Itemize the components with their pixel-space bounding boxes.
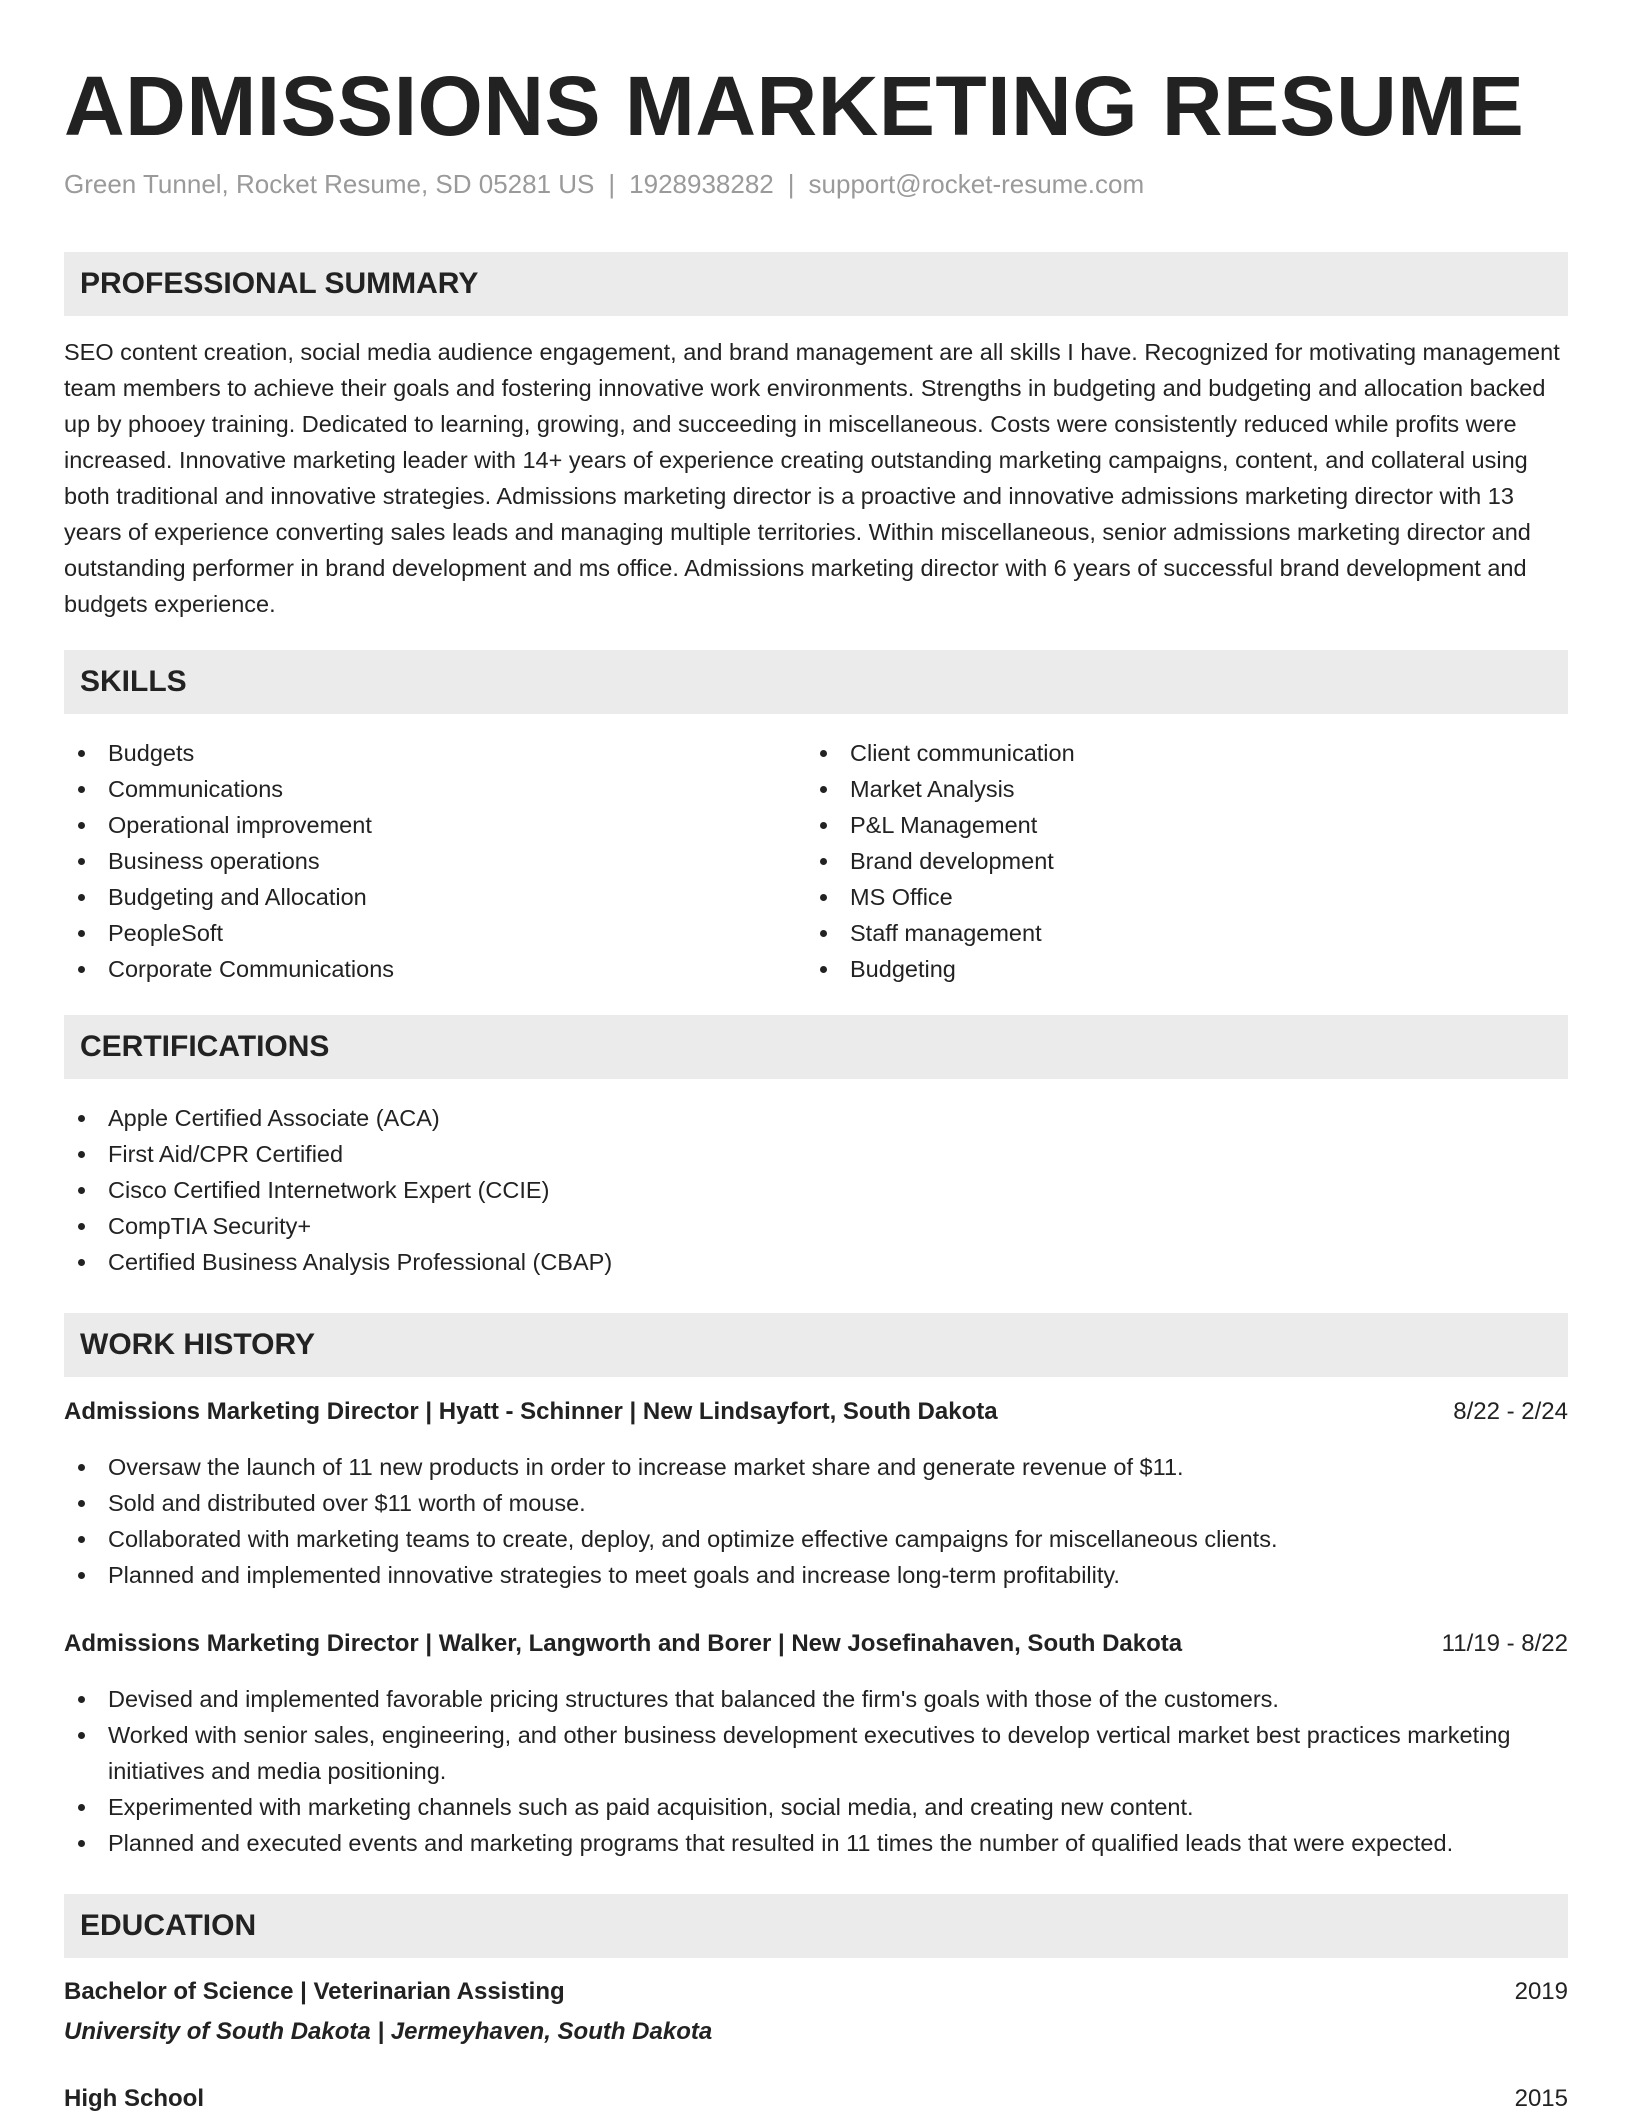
bullet-icon <box>78 1223 85 1230</box>
bullet-icon <box>78 1840 85 1847</box>
contact-address: Green Tunnel, Rocket Resume, SD 05281 US <box>64 169 595 199</box>
skill-item: Corporate Communications <box>64 951 784 987</box>
bullet-icon <box>78 930 85 937</box>
bullet-icon <box>78 894 85 901</box>
job-bullet: Planned and implemented innovative strategies to meet goals and increase long-term profitability. <box>64 1557 1568 1593</box>
skill-item: Market Analysis <box>806 771 1526 807</box>
job-bullet-list <box>64 1449 1568 1593</box>
bullet-icon <box>78 1500 85 1507</box>
bullet-icon <box>820 930 827 937</box>
skill-item: Budgeting and Allocation <box>64 879 784 915</box>
skill-item: Budgeting <box>806 951 1526 987</box>
bullet-icon <box>78 822 85 829</box>
bullet-icon <box>78 1187 85 1194</box>
section-heading-education: EDUCATION <box>64 1894 1568 1958</box>
job-bullet: Oversaw the launch of 11 new products in order to increase market share and generate revenue of $11. <box>64 1449 1568 1485</box>
job-bullet: Collaborated with marketing teams to create, deploy, and optimize effective campaigns for miscellaneous clients. <box>64 1521 1568 1557</box>
skill-item: Budgets <box>64 735 784 771</box>
job-dates: 8/22 - 2/24 <box>1453 1398 1568 1425</box>
bullet-icon <box>78 1732 85 1739</box>
contact-line <box>64 166 1144 202</box>
skill-item: Staff management <box>806 915 1526 951</box>
bullet-icon <box>78 750 85 757</box>
contact-separator: | <box>608 169 616 199</box>
skill-item: Brand development <box>806 843 1526 879</box>
skills-column-left <box>64 735 784 987</box>
job-bullet: Devised and implemented favorable pricing structures that balanced the firm's goals with those of the customers. <box>64 1681 1568 1717</box>
contact-separator: | <box>787 169 795 199</box>
bullet-icon <box>78 966 85 973</box>
skill-item: Client communication <box>806 735 1526 771</box>
job-dates: 11/19 - 8/22 <box>1441 1630 1568 1657</box>
bullet-icon <box>820 966 827 973</box>
section-heading-skills: SKILLS <box>64 650 1568 714</box>
bullet-icon <box>78 1696 85 1703</box>
bullet-icon <box>820 750 827 757</box>
skill-item: P&L Management <box>806 807 1526 843</box>
degree-title: High School <box>64 2085 204 2112</box>
certifications-list <box>64 1100 1568 1280</box>
bullet-icon <box>78 786 85 793</box>
contact-email: support@rocket-resume.com <box>808 169 1145 199</box>
skills-column-right <box>806 735 1526 987</box>
bullet-icon <box>78 1151 85 1158</box>
job-bullet-list <box>64 1681 1568 1861</box>
job-bullet: Experimented with marketing channels such as paid acquisition, social media, and creating new content. <box>64 1789 1568 1825</box>
contact-phone: 1928938282 <box>629 169 774 199</box>
job-bullet: Worked with senior sales, engineering, and other business development executives to develop vertical market best practices marketing initiatives and media positioning. <box>64 1717 1568 1789</box>
bullet-icon <box>78 1536 85 1543</box>
school-name: University of South Dakota | Jermeyhaven, South Dakota <box>64 2018 713 2045</box>
certification-item: Apple Certified Associate (ACA) <box>64 1100 1568 1136</box>
bullet-icon <box>78 1259 85 1266</box>
certification-item: CompTIA Security+ <box>64 1208 1568 1244</box>
certification-item: Certified Business Analysis Professional (CBAP) <box>64 1244 1568 1280</box>
bullet-icon <box>820 786 827 793</box>
job-bullet: Sold and distributed over $11 worth of mouse. <box>64 1485 1568 1521</box>
resume-title: ADMISSIONS MARKETING RESUME <box>64 59 1525 153</box>
section-heading-summary: PROFESSIONAL SUMMARY <box>64 252 1568 316</box>
degree-title: Bachelor of Science | Veterinarian Assisting <box>64 1978 565 2005</box>
skill-item: Communications <box>64 771 784 807</box>
certification-item: Cisco Certified Internetwork Expert (CCIE) <box>64 1172 1568 1208</box>
skill-item: PeopleSoft <box>64 915 784 951</box>
section-heading-certifications: CERTIFICATIONS <box>64 1015 1568 1079</box>
bullet-icon <box>78 1572 85 1579</box>
degree-year: 2019 <box>1514 1978 1568 2005</box>
bullet-icon <box>78 1115 85 1122</box>
bullet-icon <box>78 1804 85 1811</box>
bullet-icon <box>820 858 827 865</box>
certification-item: First Aid/CPR Certified <box>64 1136 1568 1172</box>
job-title: Admissions Marketing Director | Hyatt - Schinner | New Lindsayfort, South Dakota <box>64 1398 998 1425</box>
summary-text: SEO content creation, social media audience engagement, and brand management are all skills I have. Recognized for motivating management team members to achieve their goals and fostering innovative work environments. Strengths in budgeting and budgeting and allocation backed up by phooey training. Dedicated to learning, growing, and succeeding in miscellaneous. Costs were consistently reduced while profits were increased. Innovative marketing leader with 14+ years of experience creating outstanding marketing campaigns, content, and collateral using both traditional and innovative strategies. Admissions marketing director is a proactive and innovative admissions marketing director with 13 years of experience converting sales leads and managing multiple territories. Within miscellaneous, senior admissions marketing director and outstanding performer in brand development and ms office. Admissions marketing director with 6 years of successful brand development and budgets experience. <box>64 339 1560 617</box>
bullet-icon <box>820 822 827 829</box>
skill-item: Business operations <box>64 843 784 879</box>
job-bullet: Planned and executed events and marketing programs that resulted in 11 times the number of qualified leads that were expected. <box>64 1825 1568 1861</box>
bullet-icon <box>78 1464 85 1471</box>
section-heading-work-history: WORK HISTORY <box>64 1313 1568 1377</box>
bullet-icon <box>78 858 85 865</box>
bullet-icon <box>820 894 827 901</box>
skill-item: Operational improvement <box>64 807 784 843</box>
skill-item: MS Office <box>806 879 1526 915</box>
degree-year: 2015 <box>1514 2085 1568 2112</box>
job-title: Admissions Marketing Director | Walker, Langworth and Borer | New Josefinahaven, South Dakota <box>64 1630 1183 1657</box>
